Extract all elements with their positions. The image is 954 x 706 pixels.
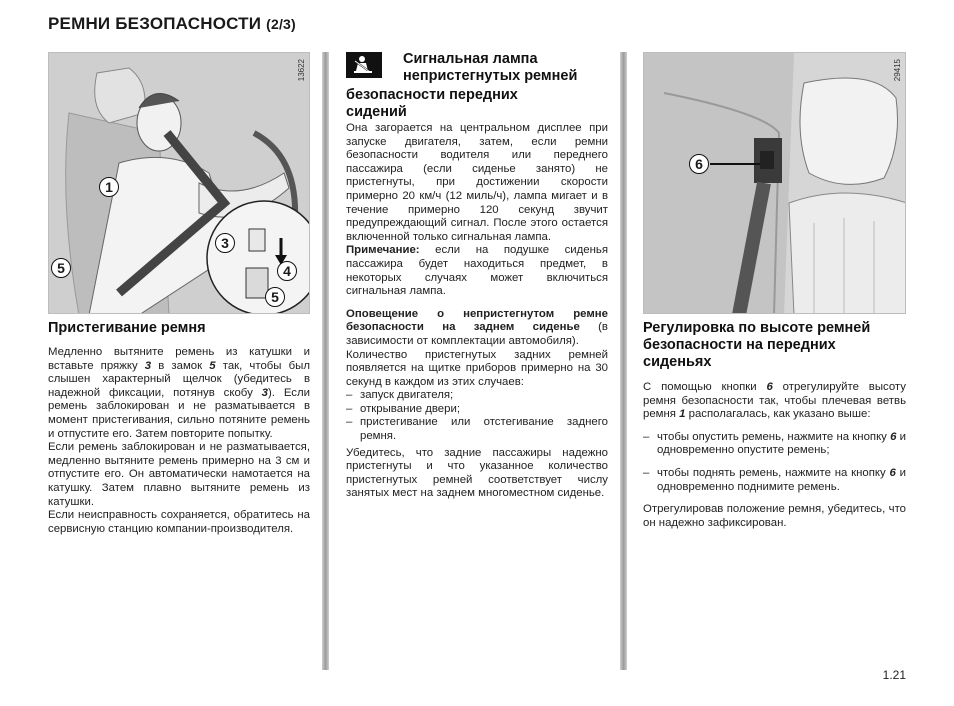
seatbelt-warning-icon	[346, 52, 382, 78]
text: так, чтобы был слышен характерный щелчок (убедитесь в надежной фиксации, потянув скобу	[48, 359, 310, 399]
text: чтобы опустить ремень, нажмите на кнопку	[657, 430, 891, 443]
column-divider-left	[322, 52, 329, 670]
list-item: – запуск двигателя;	[346, 389, 608, 403]
seat-headrest-drawing	[644, 53, 906, 314]
callout-4: 4	[277, 261, 297, 281]
text: чтобы поднять ремень, нажмите на кнопку	[657, 466, 890, 479]
figure-number: 13622	[297, 59, 306, 82]
rear-alert-cases-list	[346, 389, 608, 443]
ref-6: 6	[889, 466, 896, 479]
text: и одновременно опустите ремень;	[657, 430, 907, 457]
list-item-lower	[643, 431, 906, 458]
left-column	[48, 52, 310, 536]
paragraph-note	[346, 244, 608, 298]
callout-6: 6	[689, 154, 709, 174]
paragraph-warning-lamp: Она загорается на центральном дисплее при запуске двигателя, затем, если ремни безопасности водителя или переднего пассажира (если сиденье занято) не пристегнуты, при достижении скорости примерно 20 км/ч (12 миль/ч), лампа мигает и в течение примерно 120 секунд звучит предупреждающий сигнал. После этого остается включенной только сигнальная лампа.	[346, 122, 608, 243]
text: С помощью кнопки	[643, 381, 767, 393]
paragraph-rear-check: Убедитесь, что задние пассажиры надежно пристегнуты и что указанное количество пристегнутых ремней соответствует числу занятых мест на заднем многоместном сиденье.	[346, 446, 608, 500]
ref-3: 3	[261, 386, 268, 399]
rear-alert-label: Оповещение о непристегнутом ремне безопасности на заднем сиденье	[346, 307, 608, 334]
ref-1: 1	[679, 408, 686, 421]
paragraph-rear-alert	[346, 308, 608, 349]
text: и одновременно поднимите ремень.	[657, 466, 906, 493]
belt-height-adjust-illustration	[643, 52, 906, 314]
section-heading-height-adjust: Регулировка по высоте ремней безопасности на передних сиденьях	[643, 320, 871, 370]
middle-column	[346, 52, 608, 501]
paragraph-fastening-2: Если ремень заблокирован и не разматывается, медленно вытяните ремень примерно на 3 см и отпустите его. Он автоматически намотается на катушку. Затем плавно вытяните ремень из катушки.	[48, 441, 310, 508]
paragraph-rear-count: Количество пристегнутых задних ремней появляется на щитке приборов примерно на 30 секунд в каждом из этих случаев:	[346, 348, 608, 388]
paragraph-height-confirm: Отрегулировав положение ремня, убедитесь, что он надежно зафиксирован.	[643, 503, 906, 529]
seatbelt-fastening-illustration	[48, 52, 310, 314]
paragraph-fastening-3: Если неисправность сохраняется, обратитесь на сервисную станцию компании-производителя.	[48, 509, 310, 535]
ref-5: 5	[209, 359, 216, 372]
height-adjust-list	[643, 431, 906, 494]
paragraph-height-adjust	[643, 381, 906, 422]
note-text: если на подушке сиденья пассажира будет находиться предмет, в некоторых случаях может включиться сигнальная лампа.	[346, 244, 608, 298]
ref-3: 3	[144, 359, 152, 372]
section-heading-fastening: Пристегивание ремня	[48, 320, 206, 336]
list-item: – пристегивание или отстегивание заднего ремня.	[346, 416, 608, 443]
callout-5-buckle: 5	[265, 287, 285, 307]
ref-6: 6	[890, 430, 897, 443]
column-divider-right	[620, 52, 627, 670]
page-number: 1.21	[882, 668, 906, 682]
title-text: РЕМНИ БЕЗОПАСНОСТИ	[48, 14, 262, 33]
ref-6: 6	[766, 381, 773, 393]
callout-3: 3	[215, 233, 235, 253]
list-item: – открывание двери;	[346, 403, 608, 417]
note-label: Примечание:	[346, 244, 420, 257]
warning-lamp-heading-2: безопасности передних сидений	[346, 87, 518, 120]
text: в замок	[151, 359, 210, 372]
figure-number: 29415	[893, 59, 902, 82]
callout-1: 1	[99, 177, 119, 197]
callout-6-leader	[710, 163, 760, 165]
driver-buckling-drawing	[49, 53, 310, 314]
text: ). Если ремень заблокирован и не разматывается в момент пристегивания, сильно потяните ремень и отпустите его. Затем повторите попытку.	[48, 386, 311, 440]
callout-5-seat: 5	[51, 258, 71, 278]
paragraph-fastening-1	[48, 346, 310, 441]
warning-lamp-header	[346, 52, 608, 120]
title-part-indicator: (2/3)	[266, 16, 296, 32]
warning-lamp-heading-1: Сигнальная лампа непристегнутых ремней	[403, 51, 578, 84]
text: располагалась, как указано выше:	[685, 408, 871, 421]
rear-alert-text: (в зависимости от комплектации автомобиля).	[346, 321, 608, 347]
right-column	[643, 52, 906, 530]
list-item-raise	[643, 467, 906, 494]
text: отрегулируйте высоту ремня безопасности так, чтобы плечевая ветвь ремня	[643, 381, 906, 421]
text: Медленно вытяните ремень из катушки и вставьте пряжку	[48, 346, 310, 372]
page-title	[48, 14, 296, 34]
